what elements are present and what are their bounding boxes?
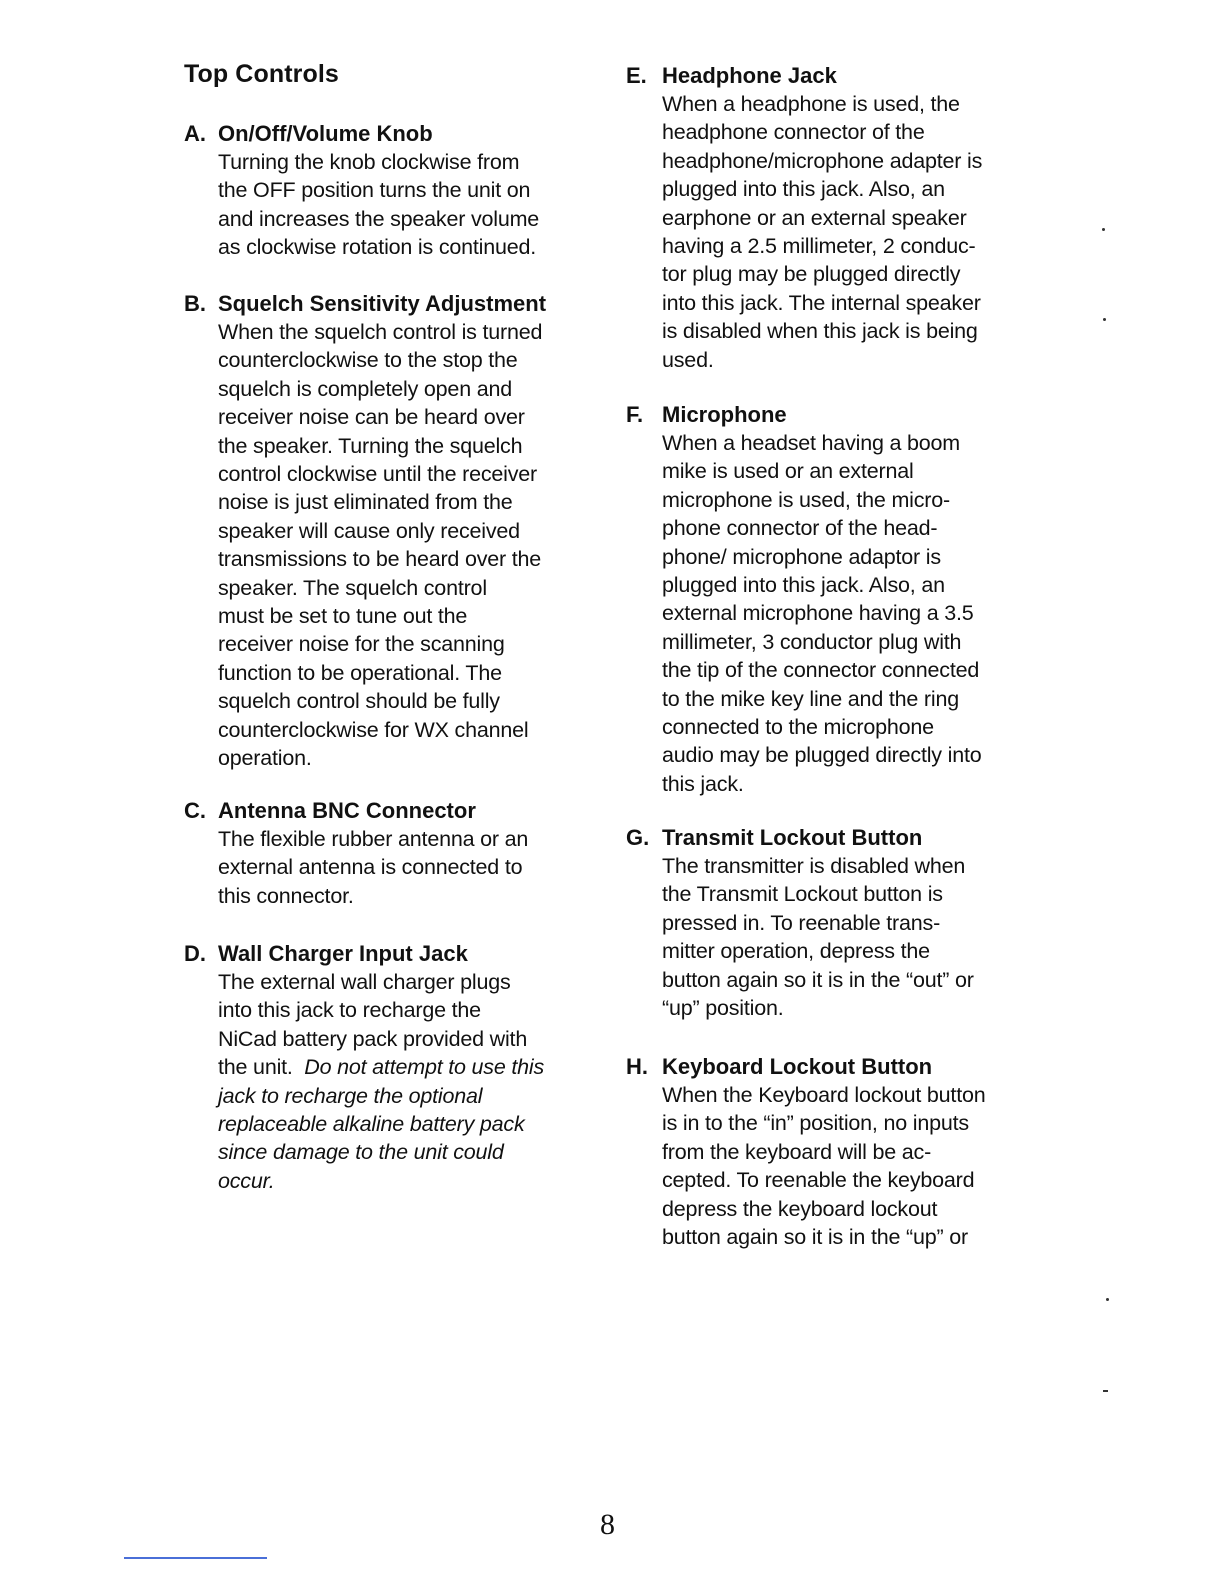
text-line: the Transmit Lockout button is <box>662 882 943 907</box>
text-line: this connector. <box>218 883 354 908</box>
text-line: external microphone having a 3.5 <box>662 601 974 626</box>
text-line: counterclockwise to the stop the <box>218 348 518 373</box>
text-line: is in to the “in” position, no inputs <box>662 1111 969 1136</box>
text-line: button again so it is in the “up” or <box>662 1225 968 1250</box>
text-line: speaker. The squelch control <box>218 575 487 600</box>
item-b-squelch-sensitivity-adjustment <box>184 290 594 773</box>
scan-speck <box>1106 1298 1109 1301</box>
text-line: millimeter, 3 conductor plug with <box>662 629 962 654</box>
text-line: and increases the speaker volume <box>218 206 540 231</box>
item-heading <box>626 62 1046 90</box>
text-line: is disabled when this jack is being <box>662 319 978 344</box>
item-heading <box>626 401 1046 429</box>
text-line: counterclockwise for WX channel <box>218 717 529 742</box>
text-line <box>218 1053 594 1081</box>
text-line: The transmitter is disabled when <box>662 854 966 878</box>
text-line: mitter operation, depress the <box>662 939 930 964</box>
text-line: into this jack. The internal speaker <box>662 290 981 315</box>
item-description <box>662 90 1046 374</box>
text-line: audio may be plugged directly into <box>662 743 982 768</box>
item-heading <box>184 120 594 148</box>
text-line: receiver noise can be heard over <box>218 405 525 430</box>
scan-speck <box>1103 318 1106 321</box>
text-line: squelch control should be fully <box>218 689 500 714</box>
text-line: into this jack to recharge the <box>218 998 481 1023</box>
text-line: The flexible rubber antenna or an <box>218 827 529 851</box>
item-heading <box>184 940 594 968</box>
text-line: to the mike key line and the ring <box>662 686 959 711</box>
text-line: from the keyboard will be ac- <box>662 1139 932 1164</box>
warning-text: replaceable alkaline battery pack <box>218 1112 525 1137</box>
text-line: transmissions to be heard over the <box>218 547 542 572</box>
text-line: NiCad battery pack provided with <box>218 1026 528 1051</box>
text-line: The external wall charger plugs <box>218 970 511 994</box>
item-letter: G. <box>626 825 650 850</box>
page-number: 8 <box>600 1508 615 1541</box>
warning-text: since damage to the unit could <box>218 1140 504 1165</box>
item-f-microphone <box>626 401 1046 798</box>
item-e-headphone-jack <box>626 62 1046 374</box>
item-description <box>218 968 594 1195</box>
text-line: When a headphone is used, the <box>662 92 960 116</box>
item-description <box>218 148 594 262</box>
text-line: When the squelch control is turned <box>218 320 543 344</box>
item-heading <box>184 290 594 318</box>
footer-rule <box>124 1557 267 1559</box>
item-description <box>218 825 594 910</box>
item-g-transmit-lockout-button <box>626 824 1046 1022</box>
item-title: Microphone <box>662 402 787 427</box>
text-line: plugged into this jack. Also, an <box>662 177 945 202</box>
text-line: headphone/microphone adapter is <box>662 148 983 173</box>
text-line: the speaker. Turning the squelch <box>218 433 523 458</box>
text-line: speaker will cause only received <box>218 518 520 543</box>
item-title: Transmit Lockout Button <box>662 825 923 850</box>
text-line: headphone connector of the <box>662 120 925 145</box>
text-line: this jack. <box>662 771 744 796</box>
item-letter: H. <box>626 1054 648 1079</box>
text-line: control clockwise until the receiver <box>218 462 538 487</box>
item-letter: C. <box>184 798 206 823</box>
text-line: function to be operational. The <box>218 660 502 685</box>
text-line: operation. <box>218 746 312 771</box>
item-letter: A. <box>184 121 206 146</box>
warning-text: occur. <box>218 1168 275 1193</box>
warning-text: Do not attempt to use this <box>304 1055 545 1080</box>
text-line: button again so it is in the “out” or <box>662 967 974 992</box>
item-heading <box>626 824 1046 852</box>
item-title: On/Off/Volume Knob <box>218 121 433 146</box>
item-title: Antenna BNC Connector <box>218 798 476 823</box>
text-line: the tip of the connector connected <box>662 658 980 683</box>
item-description <box>662 429 1046 798</box>
scan-speck <box>1102 228 1105 231</box>
item-description <box>662 1081 1046 1251</box>
item-h-keyboard-lockout-button <box>626 1053 1046 1251</box>
text-line: must be set to tune out the <box>218 604 468 629</box>
text-line: When a headset having a boom <box>662 431 960 455</box>
section-title: Top Controls <box>184 60 339 88</box>
text-line: receiver noise for the scanning <box>218 632 505 657</box>
item-description <box>218 318 594 773</box>
warning-text: jack to recharge the optional <box>218 1083 483 1108</box>
text-line: noise is just eliminated from the <box>218 490 513 515</box>
item-a-on-off-volume-knob <box>184 120 594 262</box>
text-line: pressed in. To reenable trans- <box>662 910 941 935</box>
text-line: “up” position. <box>662 996 784 1021</box>
item-heading <box>184 797 594 825</box>
item-letter: B. <box>184 291 206 316</box>
item-c-antenna-bnc-connector <box>184 797 594 910</box>
text-line: phone connector of the head- <box>662 516 938 541</box>
text-line: squelch is completely open and <box>218 376 512 401</box>
text-line: microphone is used, the micro- <box>662 487 950 512</box>
item-title: Keyboard Lockout Button <box>662 1054 933 1079</box>
text-line: having a 2.5 millimeter, 2 conduc- <box>662 234 976 259</box>
text-line: earphone or an external speaker <box>662 205 967 230</box>
text-line: When the Keyboard lockout button <box>662 1083 986 1107</box>
item-title: Squelch Sensitivity Adjustment <box>218 291 547 316</box>
text-line: plugged into this jack. Also, an <box>662 573 945 598</box>
text-line: used. <box>662 347 714 372</box>
text-line: tor plug may be plugged directly <box>662 262 961 287</box>
text-line: mike is used or an external <box>662 459 914 484</box>
text-line: depress the keyboard lockout <box>662 1196 938 1221</box>
item-title: Headphone Jack <box>662 63 837 88</box>
item-d-wall-charger-input-jack <box>184 940 594 1195</box>
text-line: connected to the microphone <box>662 715 934 740</box>
scan-speck <box>1103 1390 1108 1392</box>
item-letter: E. <box>626 63 647 88</box>
text-line: as clockwise rotation is continued. <box>218 235 537 260</box>
text-line: Turning the knob clockwise from <box>218 150 520 174</box>
item-letter: F. <box>626 402 644 427</box>
text-line: the OFF position turns the unit on <box>218 178 531 203</box>
item-heading <box>626 1053 1046 1081</box>
text-line: phone/ microphone adaptor is <box>662 544 941 569</box>
text-line: external antenna is connected to <box>218 855 523 880</box>
item-letter: D. <box>184 941 206 966</box>
item-description <box>662 852 1046 1022</box>
text-span: the unit. <box>218 1055 305 1080</box>
text-line: cepted. To reenable the keyboard <box>662 1168 975 1193</box>
item-title: Wall Charger Input Jack <box>218 941 468 966</box>
